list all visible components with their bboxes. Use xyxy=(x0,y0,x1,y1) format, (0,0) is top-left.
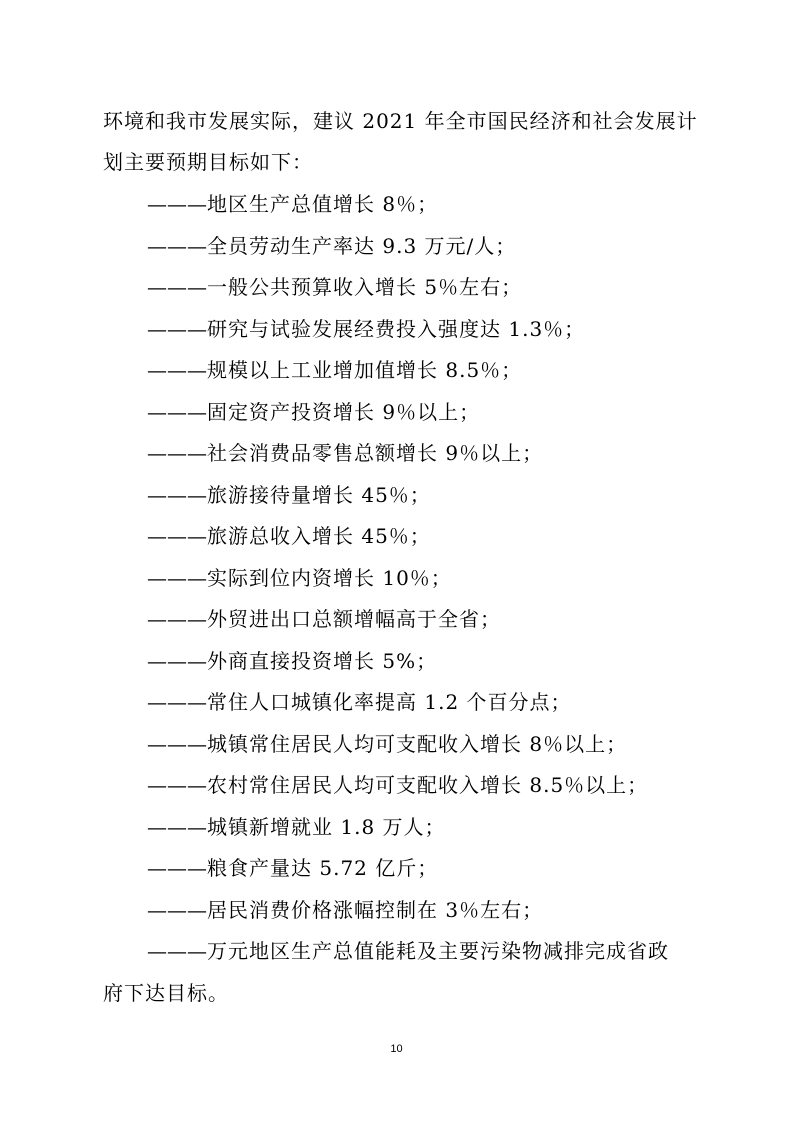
target-text: 全员劳动生产率达 9.3 万元/人； xyxy=(207,233,517,258)
intro-line-2: 划主要预期目标如下： xyxy=(103,150,313,174)
target-item xyxy=(147,350,707,392)
dash-mark: ——— xyxy=(147,275,207,299)
dash-mark: ——— xyxy=(147,856,207,880)
target-text: 粮食产量达 5.72 亿斤； xyxy=(207,856,439,880)
target-item xyxy=(147,392,707,434)
target-text: 规模以上工业增加值增长 8.5％； xyxy=(207,358,523,382)
target-text: 城镇常住居民人均可支配收入增长 8％以上； xyxy=(207,731,628,756)
target-item-final xyxy=(103,931,707,1014)
dash-mark: ——— xyxy=(147,731,207,756)
dash-mark: ——— xyxy=(147,607,207,631)
target-item xyxy=(147,226,707,268)
target-item xyxy=(147,599,707,641)
target-text: 常住人口城镇化率提高 1.2 个百分点； xyxy=(207,690,572,714)
target-item xyxy=(147,807,707,849)
target-text: 社会消费品零售总额增长 9％以上； xyxy=(207,441,544,465)
target-text: 地区生产总值增长 8％； xyxy=(207,192,439,216)
target-item xyxy=(147,309,707,351)
dash-mark: ——— xyxy=(147,565,207,590)
dash-mark: ——— xyxy=(147,441,207,465)
target-text: 固定资产投资增长 9％以上； xyxy=(207,399,481,424)
target-item xyxy=(147,433,707,475)
target-text: 居民消费价格涨幅控制在 3％左右； xyxy=(207,897,544,922)
dash-mark: ——— xyxy=(147,233,207,258)
dash-mark: ——— xyxy=(147,773,207,797)
dash-mark: ——— xyxy=(147,648,207,673)
dash-mark: ——— xyxy=(147,316,207,341)
intro-paragraph xyxy=(103,101,703,183)
target-list xyxy=(103,184,707,1014)
target-text: 研究与试验发展经费投入强度达 1.3％； xyxy=(207,316,586,341)
target-text: 旅游接待量增长 45％； xyxy=(207,482,431,507)
target-item xyxy=(147,724,707,766)
target-item xyxy=(147,765,707,807)
dash-mark: ——— xyxy=(147,897,207,922)
target-text: 旅游总收入增长 45％； xyxy=(207,524,431,548)
target-text: 一般公共预算收入增长 5％左右； xyxy=(207,275,523,299)
target-item xyxy=(147,890,707,932)
target-item xyxy=(147,682,707,724)
target-item xyxy=(147,848,707,890)
target-item xyxy=(147,558,707,600)
target-item xyxy=(147,267,707,309)
target-item xyxy=(147,516,707,558)
page-number: 10 xyxy=(390,1043,403,1055)
intro-line-1: 环境和我市发展实际，建议 2021 年全市国民经济和社会发展计 xyxy=(103,109,698,133)
dash-mark: ——— xyxy=(147,814,207,839)
target-text: 实际到位内资增长 10％； xyxy=(207,565,452,590)
final-target-line-1: 万元地区生产总值能耗及主要污染物减排完成省政 xyxy=(207,939,669,963)
dash-mark: ——— xyxy=(147,690,207,714)
target-item xyxy=(147,641,707,683)
final-target-line-2: 府下达目标。 xyxy=(103,980,229,1005)
target-text: 外商直接投资增长 5%； xyxy=(207,648,438,673)
dash-mark: ——— xyxy=(147,939,207,963)
dash-mark: ——— xyxy=(147,192,207,216)
target-item xyxy=(147,184,707,226)
dash-mark: ——— xyxy=(147,399,207,424)
target-text: 农村常住居民人均可支配收入增长 8.5％以上； xyxy=(207,773,649,797)
dash-mark: ——— xyxy=(147,482,207,507)
dash-mark: ——— xyxy=(147,524,207,548)
target-text: 外贸进出口总额增幅高于全省； xyxy=(207,607,501,631)
target-text: 城镇新增就业 1.8 万人； xyxy=(207,814,446,839)
dash-mark: ——— xyxy=(147,358,207,382)
target-item xyxy=(147,475,707,517)
